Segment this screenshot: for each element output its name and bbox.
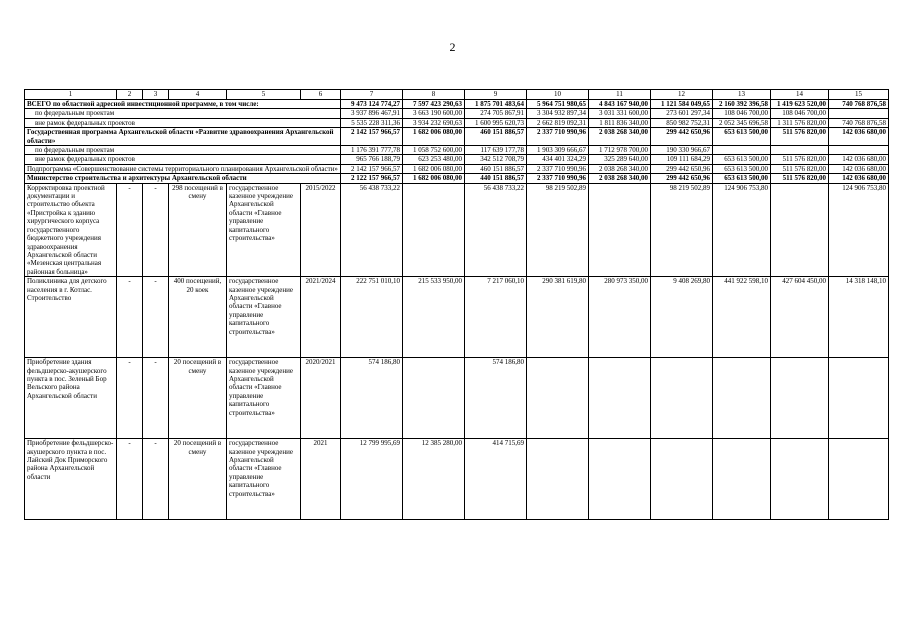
value-cell: 117 639 177,78: [465, 146, 527, 155]
col-header: 9: [465, 90, 527, 100]
value-cell: 653 613 500,00: [713, 164, 771, 173]
project-customer: государственное казенное учреждение Архангельской области «Главное управление капитального строительства»: [227, 183, 301, 276]
value-cell: 124 906 753,80: [829, 183, 889, 276]
value-cell: 108 046 700,00: [771, 109, 829, 118]
col-header: 2: [117, 90, 143, 100]
value-cell: 3 663 190 600,00: [403, 109, 465, 118]
value-cell: 290 381 619,80: [527, 277, 589, 358]
summary-row: [25, 128, 889, 146]
project-col3: -: [143, 183, 169, 276]
value-cell: 9 473 124 774,27: [341, 100, 403, 109]
project-capacity: 400 посещений, 20 коек: [169, 277, 227, 358]
value-cell: 108 046 700,00: [713, 109, 771, 118]
page-number: 2: [449, 40, 456, 54]
value-cell: 511 576 820,00: [771, 164, 829, 173]
project-row: [25, 439, 889, 520]
value-cell: 273 601 297,34: [651, 109, 713, 118]
summary-label: ВСЕГО по областной адресной инвестиционной программе, в том числе:: [25, 100, 341, 109]
value-cell: 1 811 836 340,00: [589, 118, 651, 127]
value-cell: 574 186,80: [341, 358, 403, 439]
summary-label: Подпрограмма «Совершенствование системы территориального планирования Архангельской области»: [25, 164, 341, 173]
value-cell: 623 253 480,00: [403, 155, 465, 164]
summary-row: [25, 174, 889, 183]
value-cell: 14 318 148,10: [829, 277, 889, 358]
value-cell: 325 289 640,00: [589, 155, 651, 164]
value-cell: [403, 358, 465, 439]
project-period: 2021/2024: [301, 277, 341, 358]
value-cell: 7 597 423 290,63: [403, 100, 465, 109]
project-customer: государственное казенное учреждение Архангельской области «Главное управление капитального строительства»: [227, 439, 301, 520]
project-name: Приобретение здания фельдшерско-акушерского пункта в пос. Зеленый Бор Вельского района Архангельской области: [25, 358, 117, 439]
value-cell: 511 576 820,00: [771, 174, 829, 183]
summary-row: [25, 146, 889, 155]
col-header: 10: [527, 90, 589, 100]
value-cell: 12 385 280,00: [403, 439, 465, 520]
value-cell: 441 922 598,10: [713, 277, 771, 358]
value-cell: 7 217 060,10: [465, 277, 527, 358]
column-number-row: [25, 90, 889, 100]
summary-row: [25, 100, 889, 109]
project-period: 2021: [301, 439, 341, 520]
value-cell: [829, 439, 889, 520]
value-cell: 574 186,80: [465, 358, 527, 439]
value-cell: 3 304 932 897,34: [527, 109, 589, 118]
project-row: [25, 183, 889, 276]
project-name: Поликлиника для детского населения в г. Котлас. Строительство: [25, 277, 117, 358]
value-cell: [713, 146, 771, 155]
project-col3: -: [143, 277, 169, 358]
project-customer: государственное казенное учреждение Архангельской области «Главное управление капитального строительства»: [227, 358, 301, 439]
value-cell: 2 052 345 696,58: [713, 118, 771, 127]
value-cell: 1 176 391 777,78: [341, 146, 403, 155]
project-row: [25, 358, 889, 439]
value-cell: 142 036 680,00: [829, 155, 889, 164]
value-cell: 427 604 450,00: [771, 277, 829, 358]
value-cell: 299 442 650,96: [651, 174, 713, 183]
value-cell: 653 613 500,00: [713, 128, 771, 146]
col-header: 3: [143, 90, 169, 100]
project-col3: -: [143, 358, 169, 439]
value-cell: [829, 109, 889, 118]
value-cell: 4 843 167 940,00: [589, 100, 651, 109]
value-cell: 460 151 886,57: [465, 128, 527, 146]
value-cell: 190 330 966,67: [651, 146, 713, 155]
col-header: 11: [589, 90, 651, 100]
value-cell: [771, 183, 829, 276]
summary-row: [25, 155, 889, 164]
value-cell: 2 662 819 092,31: [527, 118, 589, 127]
summary-label: Министерство строительства и архитектуры Архангельской области: [25, 174, 341, 183]
col-header: 5: [227, 90, 301, 100]
value-cell: 1 682 006 080,00: [403, 174, 465, 183]
value-cell: 280 973 350,00: [589, 277, 651, 358]
value-cell: 98 219 502,89: [527, 183, 589, 276]
project-capacity: 20 посещений в смену: [169, 358, 227, 439]
value-cell: 414 715,69: [465, 439, 527, 520]
value-cell: 3 934 232 690,63: [403, 118, 465, 127]
value-cell: 109 111 684,29: [651, 155, 713, 164]
summary-label: вне рамок федеральных проектов: [25, 155, 341, 164]
value-cell: 1 903 309 666,67: [527, 146, 589, 155]
value-cell: 2 038 268 340,00: [589, 174, 651, 183]
project-col2: -: [117, 439, 143, 520]
project-col3: -: [143, 439, 169, 520]
value-cell: 299 442 650,96: [651, 164, 713, 173]
summary-row: [25, 109, 889, 118]
summary-label: Государственная программа Архангельской области «Развитие здравоохранения Архангельской области»: [25, 128, 341, 146]
value-cell: 1 682 006 080,00: [403, 128, 465, 146]
project-name: Приобретение фельдшерско-акушерского пункта в пос. Лайский Док Приморского района Архангельской области: [25, 439, 117, 520]
value-cell: 124 906 753,80: [713, 183, 771, 276]
value-cell: 1 712 978 700,00: [589, 146, 651, 155]
value-cell: 2 142 157 966,57: [341, 128, 403, 146]
value-cell: 1 311 576 820,00: [771, 118, 829, 127]
value-cell: 511 576 820,00: [771, 155, 829, 164]
value-cell: 2 038 268 340,00: [589, 164, 651, 173]
project-col2: -: [117, 183, 143, 276]
value-cell: 274 705 867,91: [465, 109, 527, 118]
value-cell: 5 964 751 980,65: [527, 100, 589, 109]
value-cell: 56 438 733,22: [465, 183, 527, 276]
value-cell: [829, 146, 889, 155]
value-cell: 653 613 500,00: [713, 155, 771, 164]
value-cell: 2 122 157 966,57: [341, 174, 403, 183]
value-cell: 653 613 500,00: [713, 174, 771, 183]
col-header: 4: [169, 90, 227, 100]
value-cell: [527, 439, 589, 520]
value-cell: 1 600 995 620,73: [465, 118, 527, 127]
value-cell: 342 512 708,79: [465, 155, 527, 164]
value-cell: 222 751 010,10: [341, 277, 403, 358]
value-cell: 1 121 584 049,65: [651, 100, 713, 109]
col-header: 8: [403, 90, 465, 100]
value-cell: 460 151 886,57: [465, 164, 527, 173]
project-capacity: 298 посещений в смену: [169, 183, 227, 276]
value-cell: 1 058 752 600,00: [403, 146, 465, 155]
col-header: 14: [771, 90, 829, 100]
col-header: 15: [829, 90, 889, 100]
value-cell: 299 442 650,96: [651, 128, 713, 146]
investment-program-table: [24, 89, 889, 520]
value-cell: 142 036 680,00: [829, 174, 889, 183]
col-header: 13: [713, 90, 771, 100]
value-cell: 511 576 820,00: [771, 128, 829, 146]
value-cell: 1 682 006 080,00: [403, 164, 465, 173]
project-period: 2015/2022: [301, 183, 341, 276]
project-customer: государственное казенное учреждение Архангельской области «Главное управление капитального строительства»: [227, 277, 301, 358]
value-cell: 98 219 502,89: [651, 183, 713, 276]
value-cell: 56 438 733,22: [341, 183, 403, 276]
summary-label: по федеральным проектам: [25, 146, 341, 155]
value-cell: [771, 439, 829, 520]
value-cell: [651, 439, 713, 520]
col-header: 12: [651, 90, 713, 100]
value-cell: 12 799 995,69: [341, 439, 403, 520]
value-cell: 2 160 392 396,58: [713, 100, 771, 109]
value-cell: [713, 439, 771, 520]
value-cell: 142 036 680,00: [829, 164, 889, 173]
project-row: [25, 277, 889, 358]
value-cell: [829, 358, 889, 439]
value-cell: 215 533 950,00: [403, 277, 465, 358]
value-cell: [771, 146, 829, 155]
summary-label: по федеральным проектам: [25, 109, 341, 118]
value-cell: 2 337 710 990,96: [527, 174, 589, 183]
value-cell: [651, 358, 713, 439]
value-cell: 2 337 710 990,96: [527, 128, 589, 146]
value-cell: [713, 358, 771, 439]
project-period: 2020/2021: [301, 358, 341, 439]
value-cell: 2 038 268 340,00: [589, 128, 651, 146]
project-col2: -: [117, 358, 143, 439]
value-cell: 440 151 886,57: [465, 174, 527, 183]
value-cell: 2 142 157 966,57: [341, 164, 403, 173]
value-cell: 740 768 876,58: [829, 100, 889, 109]
value-cell: 740 768 876,58: [829, 118, 889, 127]
value-cell: [589, 183, 651, 276]
value-cell: [589, 439, 651, 520]
value-cell: 9 408 269,80: [651, 277, 713, 358]
value-cell: 2 337 710 990,96: [527, 164, 589, 173]
value-cell: 142 036 680,00: [829, 128, 889, 146]
value-cell: [403, 183, 465, 276]
col-header: 7: [341, 90, 403, 100]
col-header: 6: [301, 90, 341, 100]
value-cell: 1 419 623 520,00: [771, 100, 829, 109]
summary-row: [25, 164, 889, 173]
project-col2: -: [117, 277, 143, 358]
value-cell: 850 982 752,31: [651, 118, 713, 127]
value-cell: 434 401 324,29: [527, 155, 589, 164]
value-cell: [771, 358, 829, 439]
col-header: 1: [25, 90, 117, 100]
summary-label: вне рамок федеральных проектов: [25, 118, 341, 127]
project-name: Корректировка проектной документации и строительство объекта «Пристройка к зданию хирургического корпуса государственного бюджетного учреждения здравоохранения Архангельской области «Мезенская центральная районная больница»: [25, 183, 117, 276]
value-cell: [589, 358, 651, 439]
value-cell: 3 031 331 600,00: [589, 109, 651, 118]
project-capacity: 20 посещений в смену: [169, 439, 227, 520]
value-cell: 3 937 896 467,91: [341, 109, 403, 118]
value-cell: 1 875 701 483,64: [465, 100, 527, 109]
value-cell: [527, 358, 589, 439]
value-cell: 5 535 228 311,36: [341, 118, 403, 127]
value-cell: 965 766 188,79: [341, 155, 403, 164]
summary-row: [25, 118, 889, 127]
